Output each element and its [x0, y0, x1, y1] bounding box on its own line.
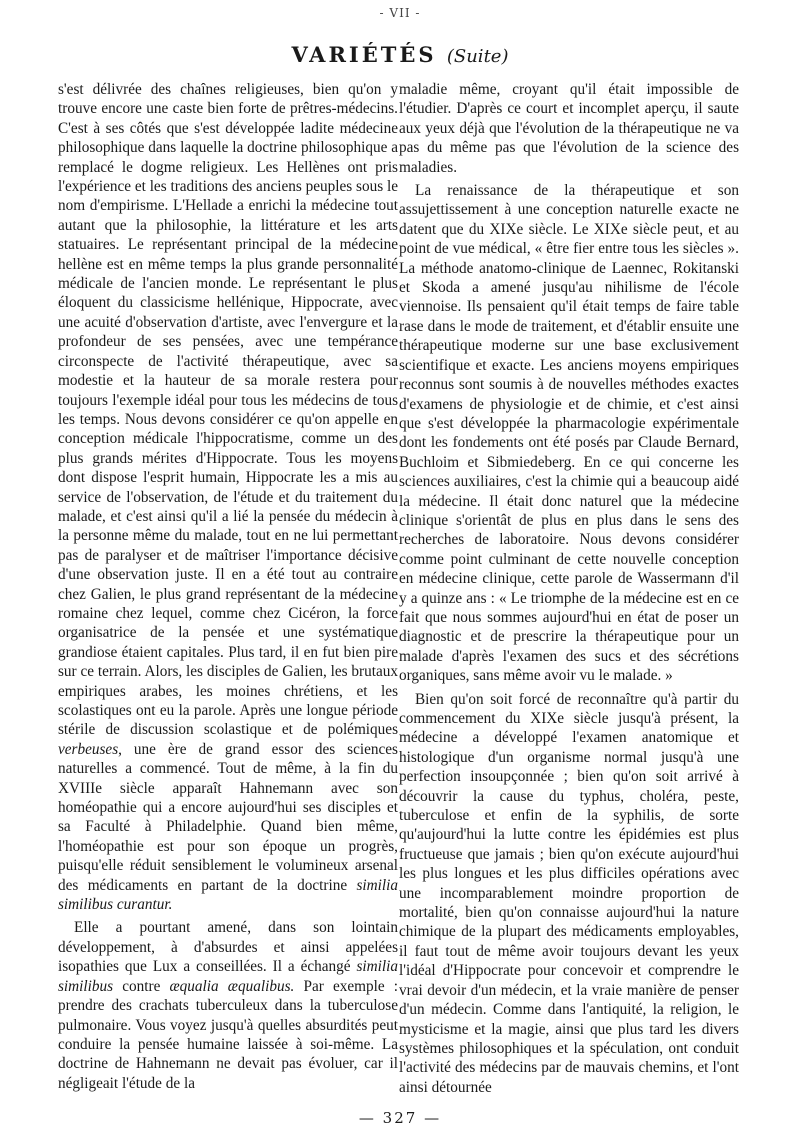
left-paragraph-1	[58, 80, 398, 914]
left-p1-text-b: , une ère de grand essor des sciences naturelles a commencé. Tout de même, à la fin du XVIIIe siècle apparaît Hahnemann avec son homéopathie qui a encore aujourd'hui ses disciples et sa Faculté à Philadelphie. Quand bien même, l'homéopathie est pour son époque un progrès, puisqu'elle réduit sensiblement le volumineux arsenal des médicaments en partant de la doctrine	[58, 740, 398, 894]
left-p2-text-b: contre	[122, 977, 161, 995]
left-p2-italic-1: similia similibus	[58, 958, 398, 995]
section-heading	[0, 44, 800, 66]
right-paragraph-3: Bien qu'on soit forcé de reconnaître qu'à partir du commencement du XIXe siècle jusqu'à présent, la médecine a développé l'examen anatomique et histologique d'un organisme normal jusqu'à une perfection insoupçonnée ; bien qu'on soit arrivé à découvrir la cause du typhus, choléra, peste, tuberculose et enfin de la syphilis, de sorte qu'aujourd'hui la lutte contre les épidémies est plus fructueuse que jamais ; bien qu'on exécute aujourd'hui les plus longues et les plus difficiles opérations avec une incomparablement moindre proportion de mortalité, bien qu'on connaisse aujourd'hui la nature chimique de la plupart des médicaments employables, il faut tout de même avoir toujours devant les yeux l'idéal d'Hippocrate pour concevoir et comprendre le vrai devoir d'un médecin, et la vraie manière de penser d'un médecin. Comme dans l'antiquité, la religion, le mysticisme et la magie, ainsi que plus tard les divers systèmes philosophiques et la spéculation, ont conduit l'activité des médecins par de mauvais chemins, et l'ont ainsi détournée	[399, 690, 739, 1096]
section-subtitle: (Suite)	[446, 46, 509, 67]
left-p2-text-c: Par exemple : prendre des crachats tuberculeux dans la tuberculose pulmonaire. Vous voyez jusqu'à quelles absurdités peut conduire la pensée humaine laissée à soi-même. La doctrine de Hahnemann ne devait pas évoluer, car il négligeait l'étude de la	[58, 977, 399, 1092]
section-title: VARIÉTÉS	[291, 42, 437, 67]
page-folio: - VII -	[379, 6, 421, 20]
left-p1-italic-2: similia similibus curantur.	[58, 876, 398, 914]
page-number: — 327 —	[358, 1109, 442, 1127]
right-paragraph-2: La renaissance de la thérapeutique et son assujettissement à une conception naturelle exacte ne datent que du XIXe siècle. Le XIXe siècle peut, et au point de vue médical, « être fier entre tous les siècles ». La méthode anatomo-clinique de Laennec, Rokitanski et Skoda a amené jusqu'au nihilisme de l'école viennoise. Ils pensaient qu'il était temps de faire table rase dans le mode de traitement, et d'établir ensuite une thérapeutique moderne sur une base exclusivement scientifique et exacte. Les anciens moyens empiriques reconnus sont soumis à de nouvelles méthodes exactes d'examens de physiologie et de chimie, et c'est ainsi que s'est développée la pharmacologie expérimentale dont les fondements ont été posés par Claude Bernard, Buchloim et Sibmiedeberg. En ce qui concerne les sciences auxiliaires, c'est la chimie qui a beaucoup aidé la médecine. Il était donc naturel que la médecine clinique s'orientât de plus en plus dans le sens des recherches de laboratoire. Nous devons considérer comme point culminant de cette nouvelle conception en médecine clinique, cette parole de Wassermann d'il y a quinze ans : « Le triomphe de la médecine est en ce fait que nous sommes aujourd'hui en état de poser un diagnostic et de prescrire la thérapeutique pour un malade d'après l'examen des sucs et des sécrétions organiques, sans même avoir vu le malade. »	[399, 182, 739, 685]
left-p1-text: s'est délivrée des chaînes religieuses, bien qu'on y trouve encore une caste bien forte de prêtres-médecins. C'est à ses côtés que s'est développée ladite médecine philosophique dans laquelle la doctrine philosophique a remplacé le dogme religieux. Les Hellènes ont pris l'expérience et les traditions des anciens peuples sous le nom d'empirisme. L'Hellade a enrichi la médecine tout autant que la philosophie, la littérature et les arts statuaires. Le représentant principal de la médecine hellène est en même temps la plus grande personnalité médicale de l'ancien monde. Le représentant le plus éloquent du classicisme hellénique, Hippocrate, avec une acuité d'observation d'artiste, avec l'envergure et la profondeur de ses pensées, avec une tempérance circonspecte de l'activité thérapeutique, avec sa modestie et la hauteur de sa morale restera pour toujours l'exemple idéal pour tous les médecins de tous les temps. Nous devons considérer ce qu'on appelle en conception médicale l'hippocratisme, comme un des plus grands mérites d'Hippocrate. Tous les moyens dont dispose l'esprit humain, Hippocrate les a mis au service de l'observation, de l'étude et du traitement du malade, et c'est ainsi qu'il a lié la pensée du médecin à la personne même du malade, tout en ne lui permettant pas de paralyser et de maîtriser l'importance décisive d'une observation juste. Il en a été tout au contraire chez Galien, le plus grand représentant de la médecine romaine chez lequel, comme chez Cicéron, la force organisatrice de la pensée et une systématique grandiose étaient capitales. Plus tard, il en fut bien pire sur ce terrain. Alors, les disciples de Galien, les brutaux empiriques arabes, les moines chrétiens, et les scolastiques ont eu la parole. Après une longue période stérile de discussion scolastique et de polémiques	[58, 81, 398, 739]
left-column	[58, 80, 398, 1093]
left-paragraph-2	[58, 918, 398, 1093]
left-p2-italic-2: æqualia æqualibus.	[169, 977, 295, 995]
left-p1-italic: verbeuses	[58, 740, 119, 758]
right-column	[399, 80, 739, 1097]
right-paragraph-1: maladie même, croyant qu'il était impossible de l'étudier. D'après ce court et incomplet aperçu, il saute aux yeux déjà que l'évolution de la thérapeutique ne va pas du même pas que l'évolution de la science des maladies.	[399, 81, 739, 176]
left-p2-text-a: Elle a pourtant amené, dans son lointain développement, à d'absurdes et ainsi appelées isopathies que Lux a conseillées. Il a échangé	[58, 919, 398, 976]
